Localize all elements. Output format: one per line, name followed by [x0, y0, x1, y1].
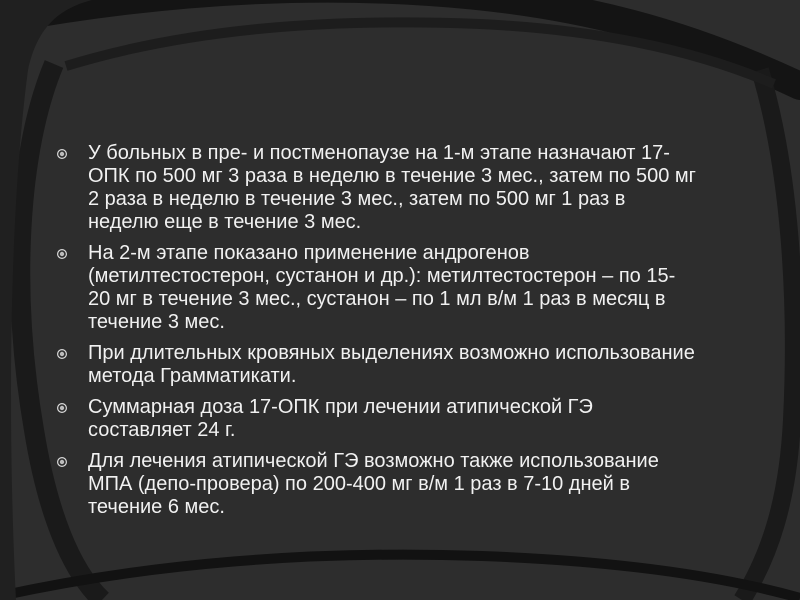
- bullet-text: Для лечения атипической ГЭ возможно также использование МПА (депо-провера) по 200-400 мг в/м 1 раз в 7-10 дней в течение 6 мес.: [88, 450, 659, 518]
- bullet-item-2: [56, 242, 696, 334]
- bullet-text: При длительных кровяных выделениях возможно использование метода Грамматикати.: [88, 342, 695, 387]
- bullet-item-3: [56, 342, 696, 388]
- circle-bullet-icon: [56, 402, 68, 414]
- bullet-text: Суммарная доза 17-ОПК при лечении атипической ГЭ составляет 24 г.: [88, 396, 593, 441]
- circle-bullet-icon: [56, 456, 68, 468]
- circle-bullet-icon: [56, 248, 68, 260]
- bullet-item-4: [56, 396, 696, 442]
- circle-bullet-icon: [56, 348, 68, 360]
- bullet-text: У больных в пре- и постменопаузе на 1-м этапе назначают 17-ОПК по 500 мг 3 раза в неделю в течение 3 мес., затем по 500 мг 2 раза в неделю в течение 3 мес., затем по 500 мг 1 раз в неделю еще в течение 3 мес.: [88, 142, 696, 233]
- bullet-text: На 2-м этапе показано применение андрогенов (метилтестостерон, сустанон и др.): метилтестостерон – по 15-20 мг в течение 3 мес., сустанон – по 1 мл в/м 1 раз в месяц в течение 3 мес.: [88, 242, 676, 333]
- bullet-item-1: [56, 142, 696, 234]
- bullet-list: [56, 142, 696, 519]
- slide-content: [56, 142, 696, 527]
- bullet-item-5: [56, 450, 696, 519]
- circle-bullet-icon: [56, 148, 68, 160]
